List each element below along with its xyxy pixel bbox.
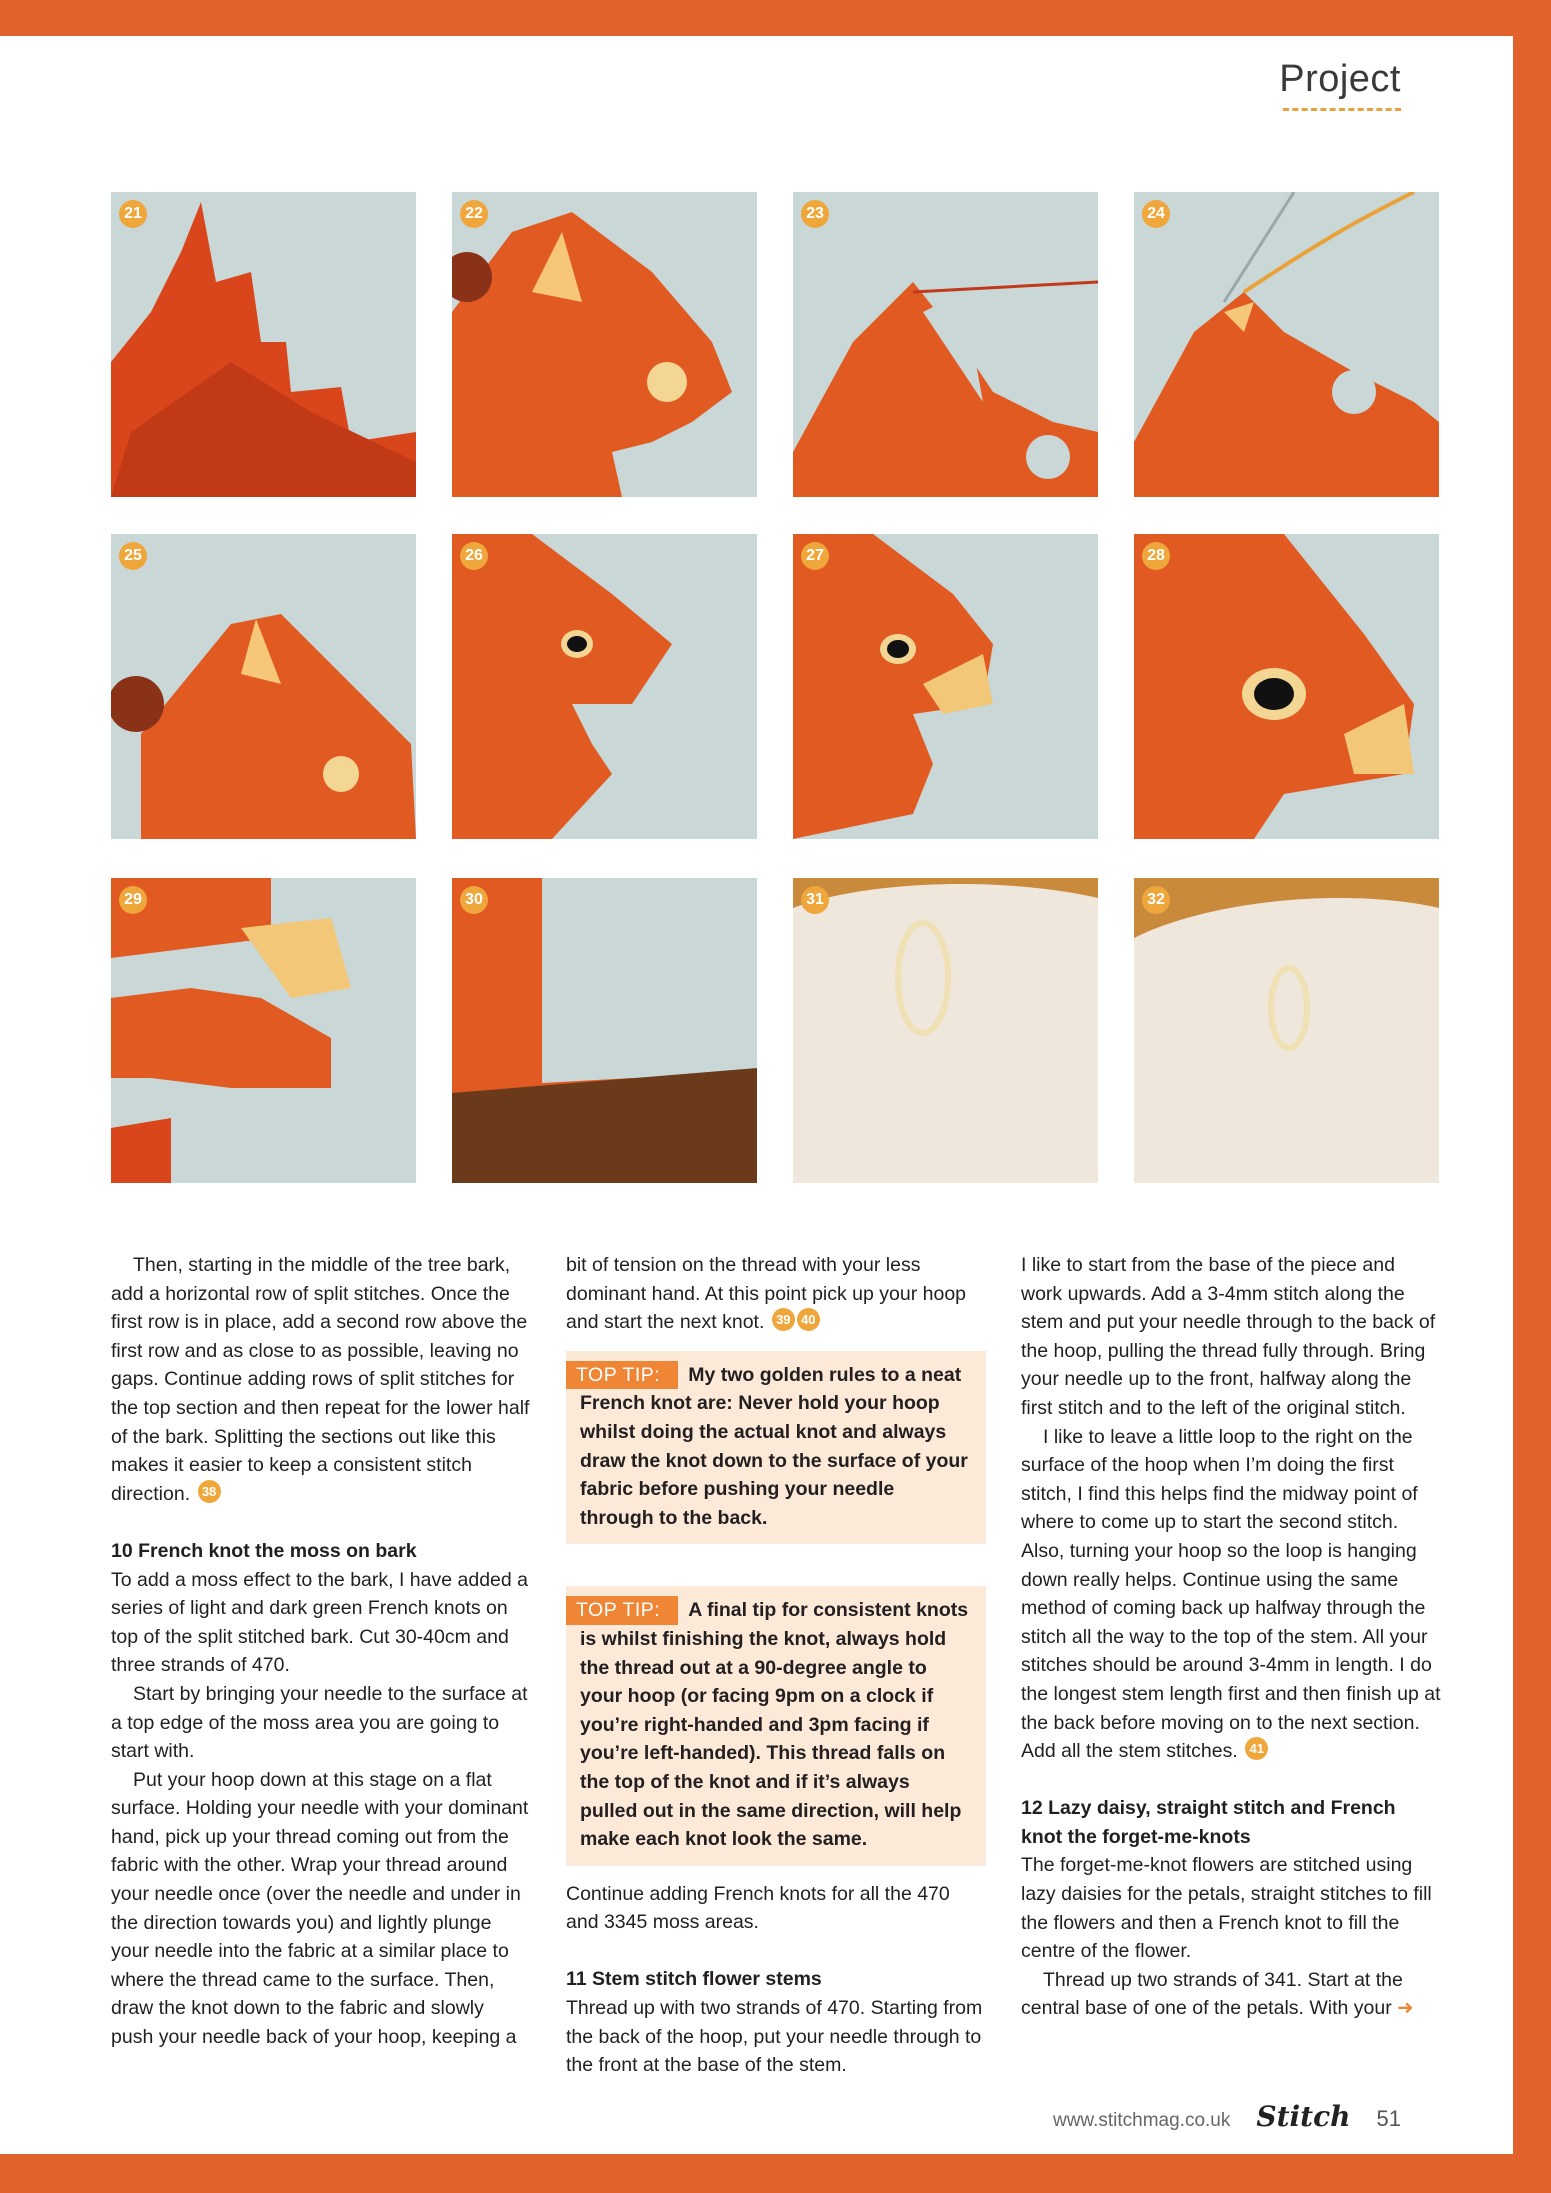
step-badge: 23	[801, 200, 829, 228]
website-url[interactable]: www.stitchmag.co.uk	[1052, 2110, 1231, 2131]
step-photo-21	[111, 192, 416, 497]
step-badge: 31	[801, 886, 829, 914]
paragraph: Start by bringing your needle to the surface at a top edge of the moss area you are going to start with.	[111, 1682, 528, 1763]
step-badge: 24	[1142, 200, 1170, 228]
paragraph: The forget-me-knot flowers are stitched using lazy daisies for the petals, straight stitches to fill the flowers and then a French knot to fill the centre of the flower.	[1021, 1854, 1432, 1963]
page-number: 51	[1376, 2106, 1401, 2131]
tip-label: TOP TIP:	[566, 1596, 678, 1625]
step-photo-27	[793, 534, 1098, 839]
step-heading-10: 10 French knot the moss on bark	[111, 1539, 417, 1562]
text-column-3	[1021, 1251, 1441, 2023]
paragraph: To add a moss effect to the bark, I have added a series of light and dark green French knots on top of the split stitched bark. Cut 30-40cm and three strands of 470.	[111, 1568, 528, 1677]
step-badge: 32	[1142, 886, 1170, 914]
paragraph: I like to leave a little loop to the right on the surface of the hoop when I’m doing the first stitch, I find this helps find the midway point of where to come up to start the second stitch. Also, turning your hoop so the loop is hanging down really helps. Continue using the same method of coming back up halfway through the stitch all the way to the top of the stem. All your stitches should be around 3-4mm in length. I do the longest stem length first and then finish up at the back before moving on to the next section. Add all the stem stitches. 41	[1021, 1425, 1441, 1763]
paragraph: Then, starting in the middle of the tree bark, add a horizontal row of split stitches. Once the first row is in place, add a second row above the first row and as close to as possible, leaving no gaps. Continue adding rows of split stitches for the top section and then repeat for the lower half of the bark. Splitting the sections out like this makes it easier to keep a consistent stitch direction. 38	[111, 1254, 530, 1505]
photo-reference: 40	[797, 1308, 820, 1331]
step-photo-31	[793, 878, 1098, 1183]
paragraph: bit of tension on the thread with your less dominant hand. At this point pick up your hoop and start the next knot. 39 40	[566, 1254, 967, 1334]
magazine-logo: Stitch	[1256, 2100, 1351, 2133]
text-column-2	[566, 1251, 986, 2080]
text-column-1	[111, 1251, 531, 2052]
step-badge: 22	[460, 200, 488, 228]
step-photo-29	[111, 878, 416, 1183]
step-photo-26	[452, 534, 757, 839]
step-photo-22	[452, 192, 757, 497]
tip-text: My two golden rules to a neat French knot are: Never hold your hoop whilst doing the actual knot and always draw the knot down to the surface of your fabric before pushing your needle through to the back.	[580, 1363, 968, 1529]
step-badge: 26	[460, 542, 488, 570]
top-tip-box	[566, 1586, 986, 1865]
step-photo-28	[1134, 534, 1439, 839]
step-photo-23	[793, 192, 1098, 497]
photo-reference: 41	[1245, 1737, 1268, 1760]
tip-label: TOP TIP:	[566, 1361, 678, 1390]
step-photo-30	[452, 878, 757, 1183]
section-title: Project	[1279, 58, 1401, 100]
step-badge: 27	[801, 542, 829, 570]
step-heading-12: 12 Lazy daisy, straight stitch and French knot the forget-me-knots	[1021, 1797, 1396, 1848]
step-badge: 28	[1142, 542, 1170, 570]
page-footer	[1053, 2100, 1401, 2133]
photo-reference: 38	[198, 1480, 221, 1503]
continue-arrow-icon: ➜	[1397, 1997, 1414, 2020]
step-heading-11: 11 Stem stitch flower stems	[566, 1968, 822, 1991]
paragraph: Thread up two strands of 341. Start at the central base of one of the petals. With your ➜	[1021, 1968, 1414, 2020]
paragraph: Thread up with two strands of 470. Starting from the back of the hoop, put your needle through to the front at the base of the stem.	[566, 1997, 983, 2077]
paragraph: Put your hoop down at this stage on a flat surface. Holding your needle with your dominant hand, pick up your thread coming out from the fabric with the other. Wrap your thread around your needle once (over the needle and under in the direction towards you) and lightly plunge your needle into the fabric at a similar place to where the thread came to the surface. Then, draw the knot down to the fabric and slowly push your needle back of your hoop, keeping a	[111, 1768, 529, 2049]
step-badge: 30	[460, 886, 488, 914]
step-photo-25	[111, 534, 416, 839]
step-badge: 25	[119, 542, 147, 570]
paragraph: Continue adding French knots for all the 470 and 3345 moss areas.	[566, 1882, 950, 1934]
title-underline	[1283, 108, 1401, 111]
magazine-page	[0, 36, 1513, 2154]
step-badge: 29	[119, 886, 147, 914]
paragraph: I like to start from the base of the piece and work upwards. Add a 3-4mm stitch along the stem and put your needle through to the back of the hoop, pulling the thread fully through. Bring your needle up to the front, halfway along the first stitch and to the left of the original stitch.	[1021, 1254, 1436, 1419]
step-photo-32	[1134, 878, 1439, 1183]
step-photo-24	[1134, 192, 1439, 497]
top-tip-box	[566, 1351, 986, 1545]
step-badge: 21	[119, 200, 147, 228]
tip-text: A final tip for consistent knots is whilst finishing the knot, always hold the thread out at a 90-degree angle to your hoop (or facing 9pm on a clock if you’re right-handed and 3pm facing if you’re left-handed). This thread falls on the top of the knot and if it’s always pulled out in the same direction, will help make each knot look the same.	[580, 1599, 969, 1851]
photo-reference: 39	[772, 1308, 795, 1331]
